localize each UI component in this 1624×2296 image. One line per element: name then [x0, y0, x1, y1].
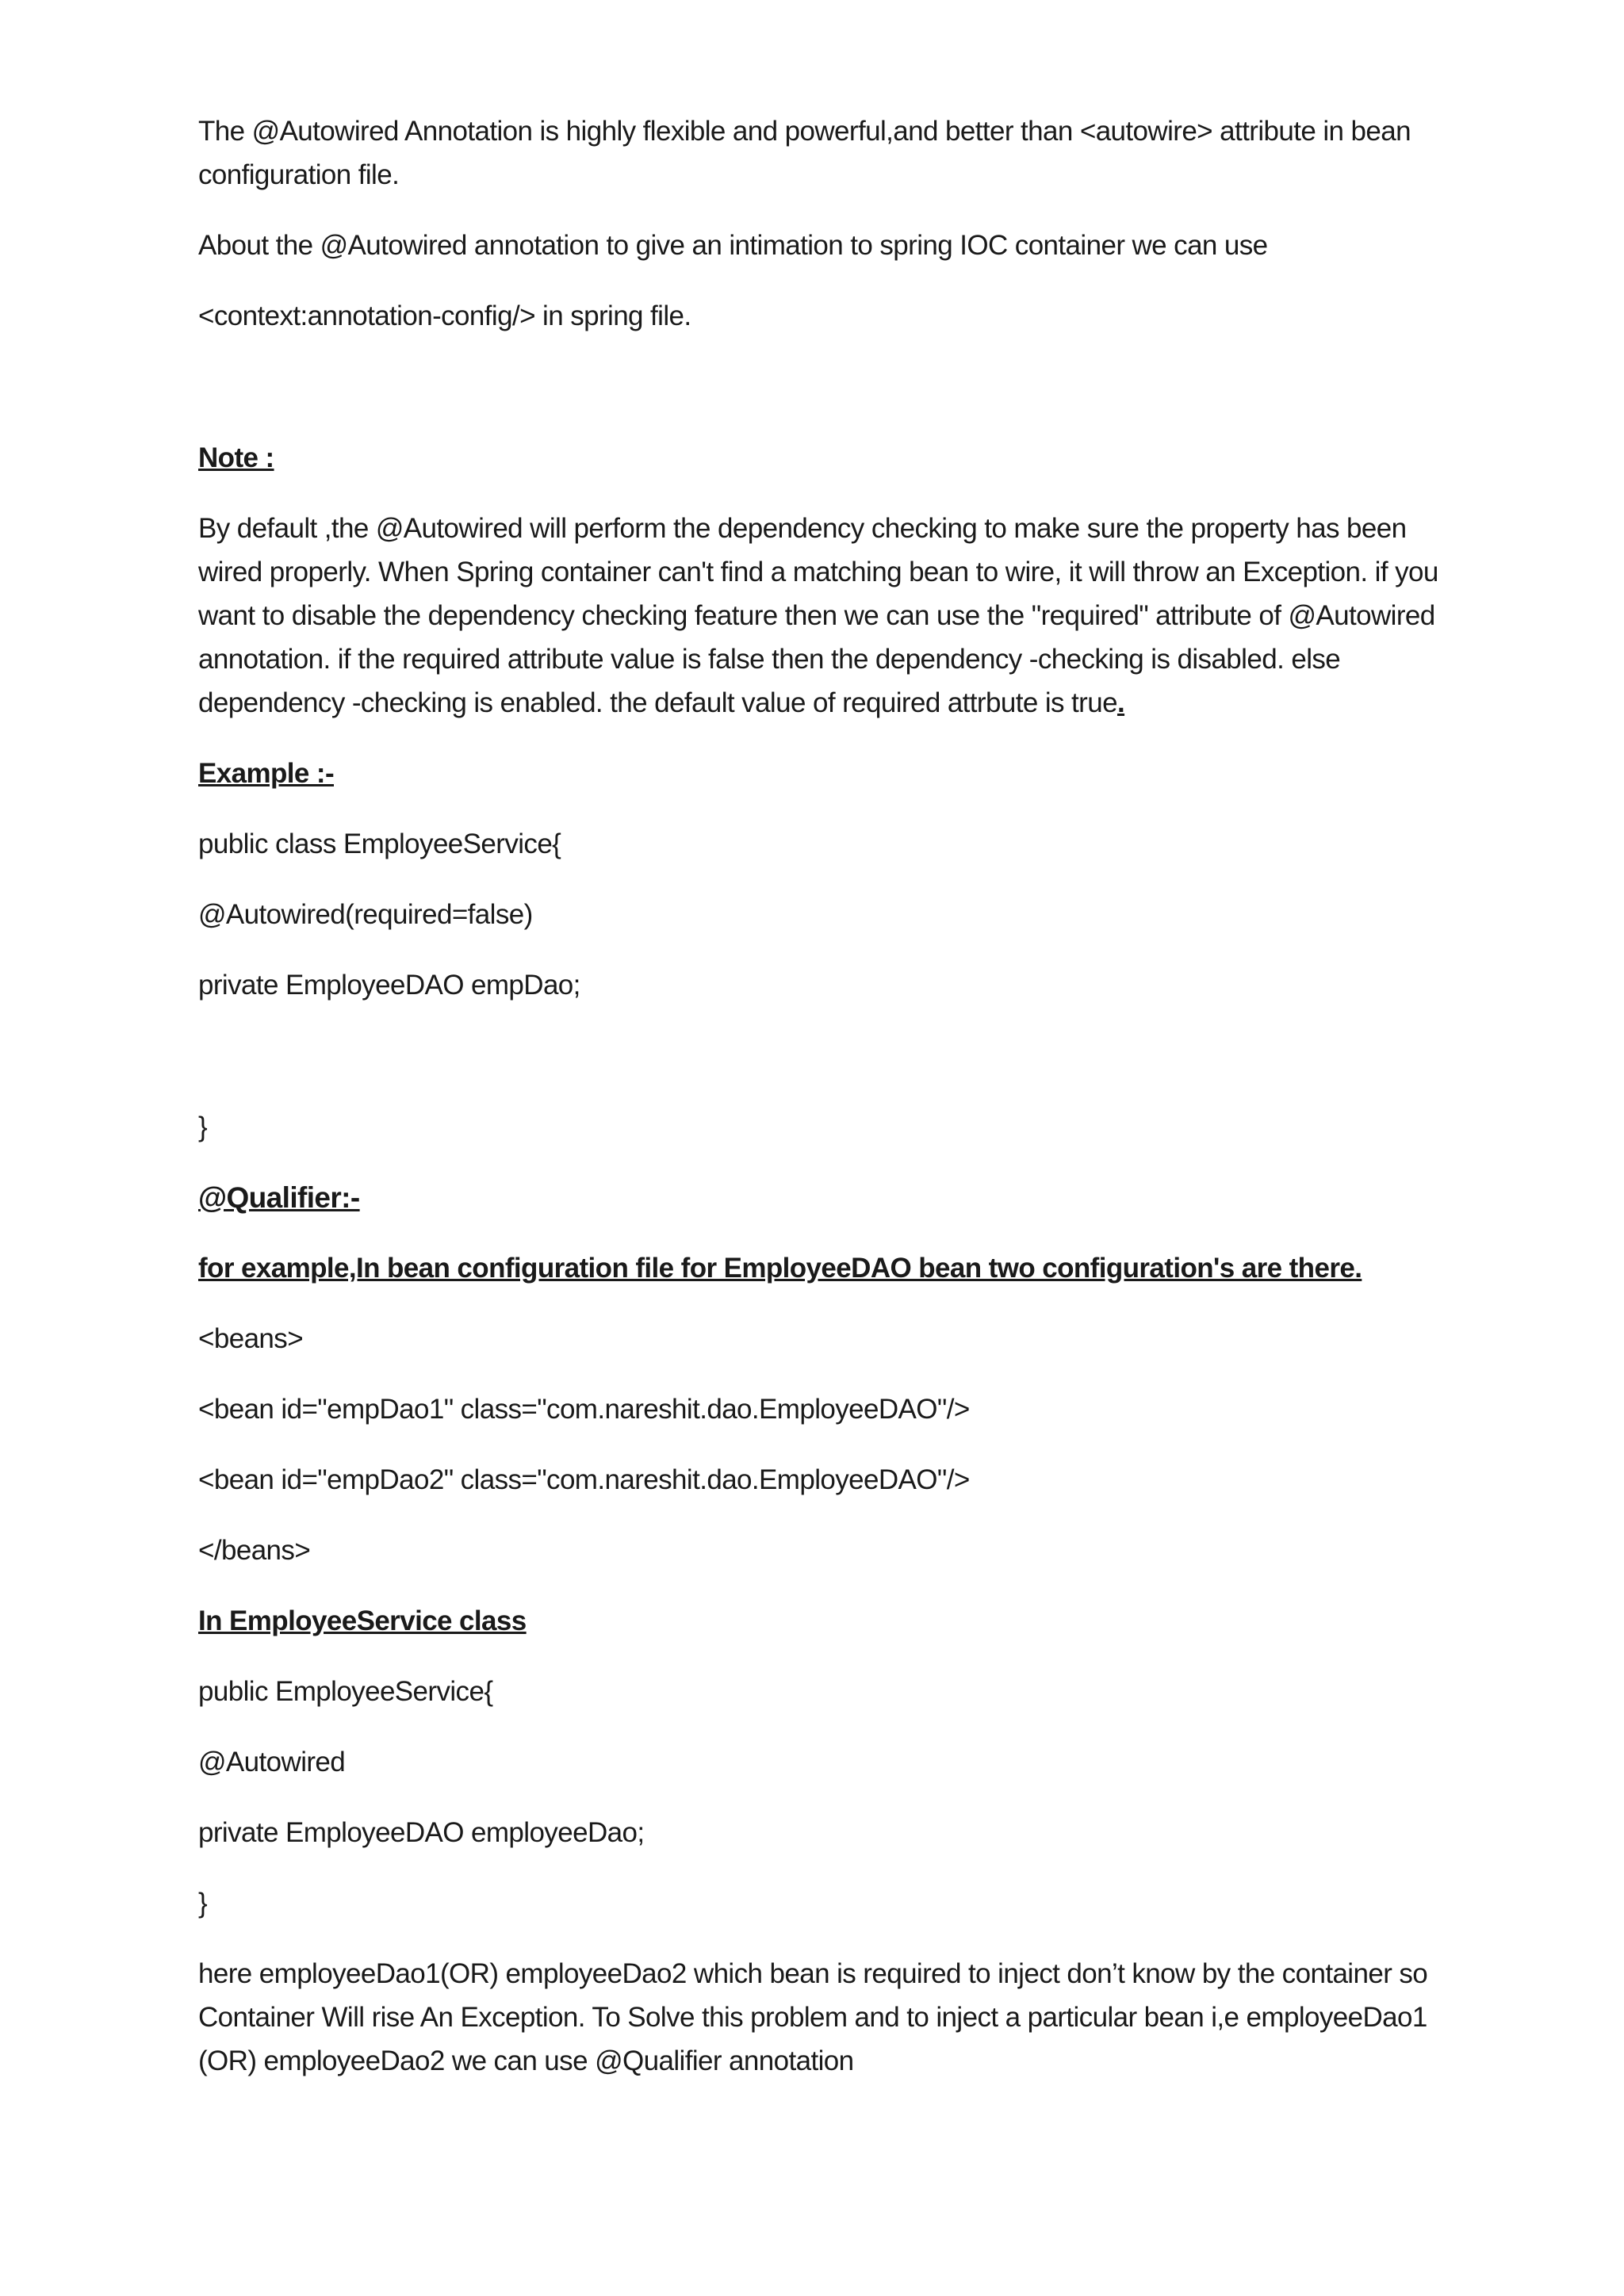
spacer — [198, 1034, 1451, 1105]
qualifier-heading: @Qualifier:- — [198, 1181, 360, 1214]
paragraph-intro: The @Autowired Annotation is highly flexible and powerful,and better than <autowire> attribute in bean configuration file. — [198, 116, 1411, 190]
paragraph-closing: here employeeDao1(OR) employeeDao2 which bean is required to inject don’t know by the container so Container Will rise An Exception. To Solve this problem and to inject a particular bean i,e employeeDao1 (OR) employeeDao2 we can use @Qualifier annotation — [198, 1958, 1428, 2076]
example-heading: Example :- — [198, 758, 334, 789]
qualifier-subheading: for example,In bean configuration file for EmployeeDAO bean two configuration's are there. — [198, 1253, 1362, 1284]
note-body-text: By default ,the @Autowired will perform the dependency checking to make sure the property has been wired properly. When Spring container can't find a matching bean to wire, it will throw an Exception. if you want to disable the dependency checking feature then we can use the "required" attribute of @Autowired annotation. if the required attribute value is false then the dependency -checking is disabled. else dependency -checking is enabled. the default value of required attrbute is true — [198, 513, 1438, 718]
service-code-line: public EmployeeService{ — [198, 1676, 493, 1707]
note-end-mark: . — [1116, 687, 1125, 718]
service-code-line: @Autowired — [198, 1747, 346, 1777]
service-code-line: private EmployeeDAO employeeDao; — [198, 1817, 645, 1848]
note-paragraph — [198, 507, 1451, 725]
paragraph-context-config: <context:annotation-config/> in spring file. — [198, 300, 691, 331]
xml-code-line: <beans> — [198, 1323, 304, 1354]
xml-code-line: <bean id="empDao2" class="com.nareshit.dao.EmployeeDAO"/> — [198, 1464, 970, 1495]
service-heading: In EmployeeService class — [198, 1605, 527, 1636]
example-code-line: } — [198, 1112, 208, 1142]
xml-code-line: </beans> — [198, 1535, 311, 1566]
spacer — [198, 365, 1451, 436]
example-code-line: @Autowired(required=false) — [198, 899, 533, 930]
document-body — [198, 109, 1451, 2110]
note-heading: Note : — [198, 442, 274, 473]
example-code-line: private EmployeeDAO empDao; — [198, 970, 580, 1001]
paragraph-about: About the @Autowired annotation to give an intimation to spring IOC container we can use — [198, 230, 1268, 261]
example-code-line: public class EmployeeService{ — [198, 828, 561, 859]
xml-code-line: <bean id="empDao1" class="com.nareshit.dao.EmployeeDAO"/> — [198, 1394, 970, 1425]
service-code-line: } — [198, 1888, 208, 1919]
